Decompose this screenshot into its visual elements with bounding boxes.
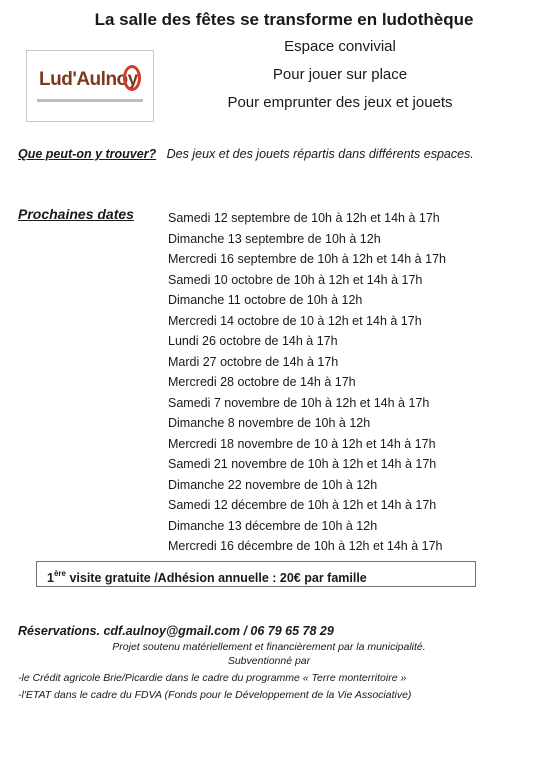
date-item: Dimanche 8 novembre de 10h à 12h xyxy=(168,416,371,430)
logo-caption-bar xyxy=(37,99,143,102)
offer-text: visite gratuite /Adhésion annuelle : 20€ par famille xyxy=(65,571,367,585)
date-item: Samedi 7 novembre de 10h à 12h et 14h à 17h xyxy=(168,395,430,410)
project-support-line: Projet soutenu matériellement et financièrement par la municipalité. xyxy=(112,641,426,653)
page-title: La salle des fêtes se transforme en ludothèque xyxy=(94,10,474,29)
date-item: Dimanche 13 septembre de 10h à 12h xyxy=(168,231,381,246)
date-item: Mercredi 14 octobre de 10 à 12h et 14h à 17h xyxy=(168,313,422,328)
date-item: Lundi 26 octobre de 14h à 17h xyxy=(168,334,338,348)
date-item: Mercredi 16 décembre de 10h à 12h et 14h à 17h xyxy=(168,539,443,553)
date-item: Samedi 21 novembre de 10h à 12h et 14h à 17h xyxy=(168,457,437,471)
funder-line-2: -l'ETAT dans le cadre du FDVA (Fonds pour le Développement de la Vie Associative) xyxy=(18,689,412,701)
date-item: Samedi 12 décembre de 10h à 12h et 14h à 17h xyxy=(168,498,437,512)
offer-box xyxy=(36,561,476,587)
date-item: Samedi 10 octobre de 10h à 12h et 14h à 17h xyxy=(168,272,423,287)
dates-label: Prochaines dates xyxy=(18,206,134,222)
date-item: Dimanche 11 octobre de 10h à 12h xyxy=(168,293,363,307)
subsidized-line: Subventionné par xyxy=(227,655,311,667)
logo xyxy=(26,50,154,122)
date-item: Mercredi 18 novembre de 10 à 12h et 14h à 17h xyxy=(168,436,436,451)
date-item: Mardi 27 octobre de 14h à 17h xyxy=(168,354,339,369)
subtitle-line-3: Pour emprunter des jeux et jouets xyxy=(227,94,453,111)
subtitle-line-1: Espace convivial xyxy=(284,38,396,55)
logo-ring-icon xyxy=(123,65,141,91)
date-item: Mercredi 16 septembre de 10h à 12h et 14h à 17h xyxy=(168,252,446,266)
date-item: Dimanche 13 décembre de 10h à 12h xyxy=(168,518,378,533)
funder-line-1: -le Crédit agricole Brie/Picardie dans le cadre du programme « Terre monterritoire » xyxy=(18,672,407,684)
logo-text: Lud'Aulnoy xyxy=(39,69,138,90)
date-item: Mercredi 28 octobre de 14h à 17h xyxy=(168,375,356,389)
offer-number: 1 xyxy=(47,571,54,585)
question-label: Que peut-on y trouver? xyxy=(18,147,157,161)
date-item: Dimanche 22 novembre de 10h à 12h xyxy=(168,477,378,492)
question-block xyxy=(18,146,518,163)
reservations-line: Réservations. cdf.aulnoy@gmail.com / 06 79 65 78 29 xyxy=(18,624,334,638)
date-item: Samedi 12 septembre de 10h à 12h et 14h à 17h xyxy=(168,211,440,225)
dates-list xyxy=(168,208,446,557)
question-answer: Des jeux et des jouets répartis dans différents espaces. xyxy=(166,147,474,161)
subtitle-line-2: Pour jouer sur place xyxy=(272,66,408,83)
offer-superscript: ère xyxy=(53,569,66,578)
